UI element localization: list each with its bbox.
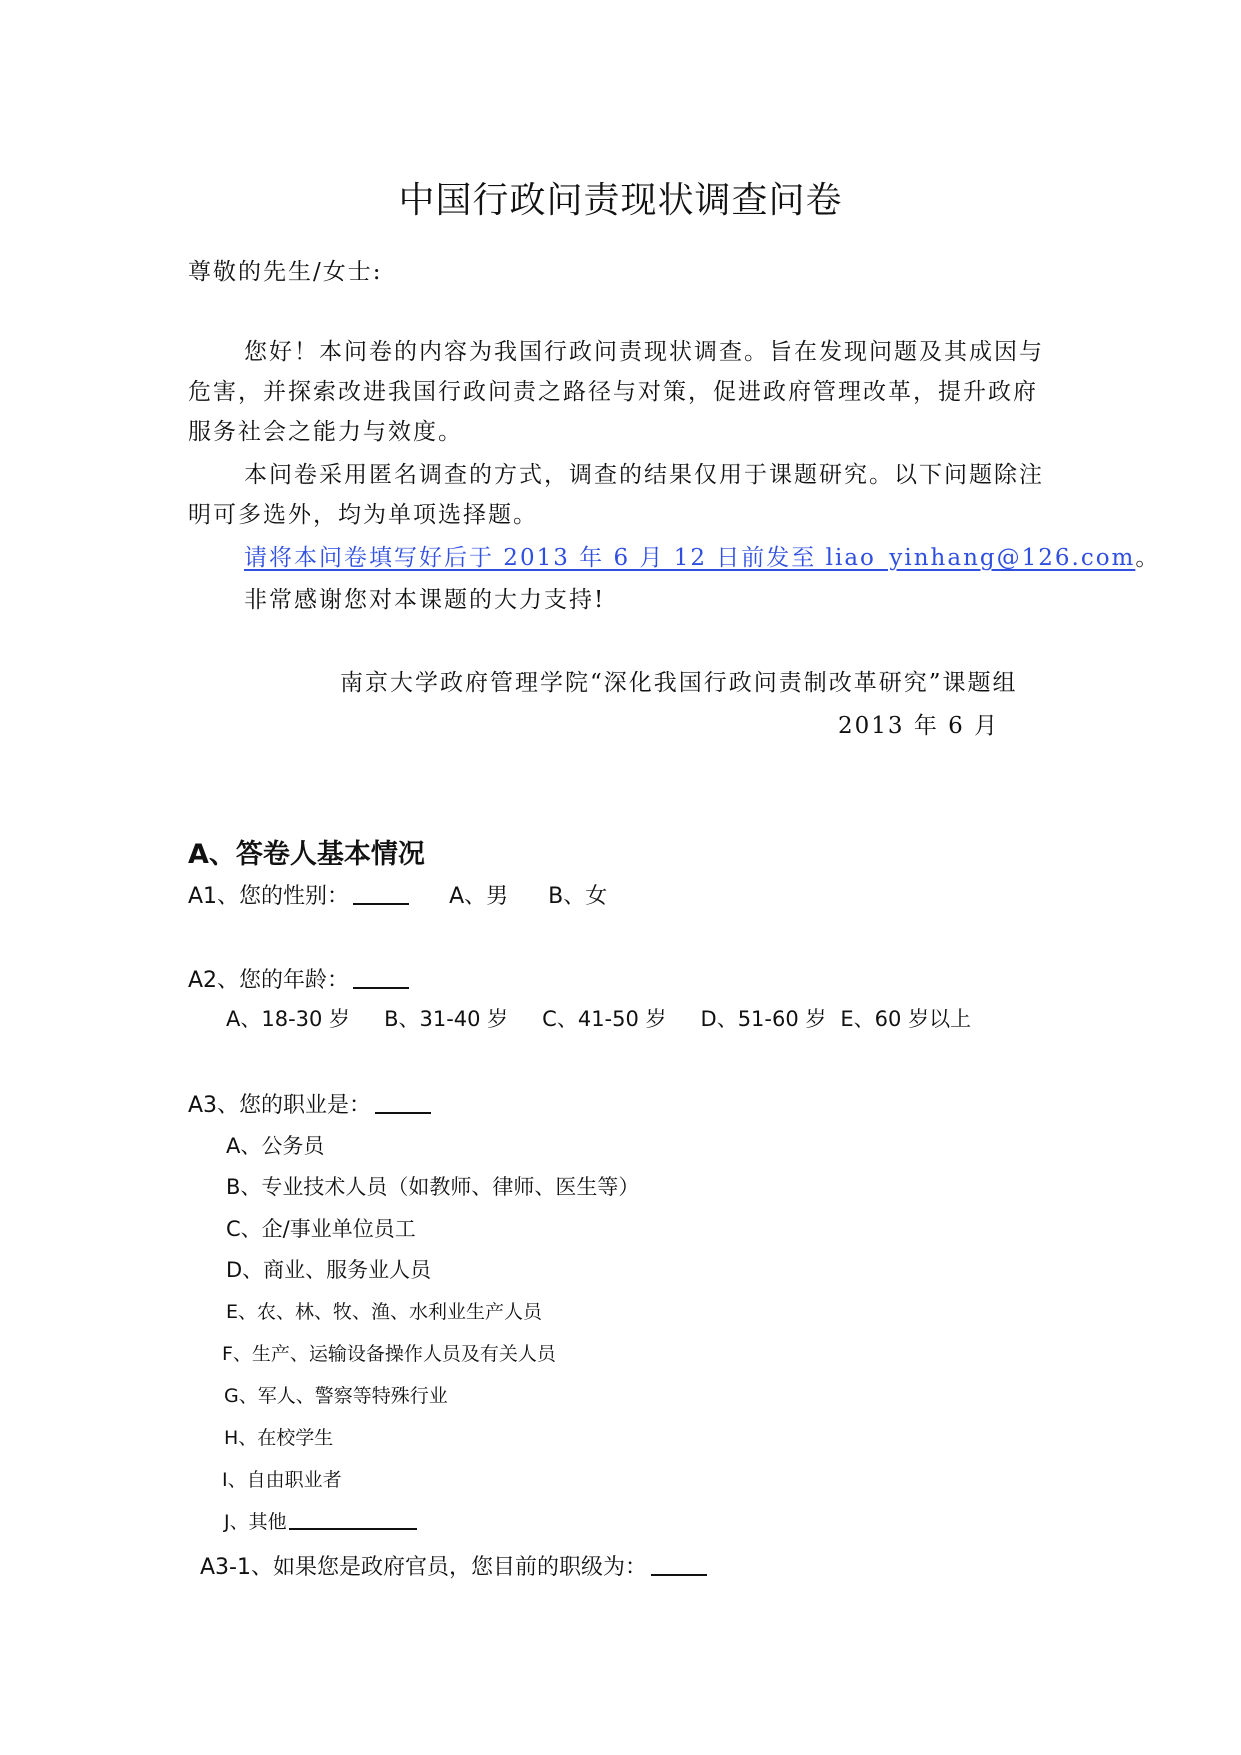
question-a3-1-label: A3-1、如果您是政府官员，您目前的职级为： [200, 1555, 647, 1580]
question-a3 [188, 1088, 431, 1119]
option-a3-g[interactable]: G、军人、警察等特殊行业 [224, 1385, 448, 1407]
answer-blank-a3[interactable] [375, 1092, 431, 1114]
document-title: 中国行政问责现状调查问卷 [398, 180, 843, 221]
intro-paragraph-2: 本问卷采用匿名调查的方式，调查的结果仅用于课题研究。以下问题除注明可多选外，均为单项选择题。 [188, 462, 1044, 528]
submission-instruction-end: 。 [1135, 545, 1161, 571]
option-a3-e[interactable]: E、农、林、牧、渔、水利业生产人员 [226, 1301, 543, 1323]
answer-blank-a1[interactable] [353, 883, 409, 905]
option-a2-c[interactable]: C、41-50 岁 [542, 1007, 667, 1031]
option-a1-male[interactable]: A、男 [449, 884, 509, 909]
option-a2-d[interactable]: D、51-60 岁 [700, 1007, 827, 1031]
option-a3-j [224, 1507, 417, 1534]
question-a3-label: A3、您的职业是： [188, 1093, 372, 1118]
question-a1-label: A1、您的性别： [188, 884, 350, 909]
question-a2-label: A2、您的年龄： [188, 968, 350, 993]
option-a3-h[interactable]: H、在校学生 [224, 1427, 334, 1449]
option-a3-a[interactable]: A、公务员 [226, 1134, 325, 1158]
intro-paragraph-1: 您好！本问卷的内容为我国行政问责现状调查。旨在发现问题及其成因与危害，并探索改进我国行政问责之路径与对策，促进政府管理改革，提升政府服务社会之能力与效度。 [188, 339, 1044, 445]
question-a2 [188, 963, 409, 994]
signature-org: 南京大学政府管理学院“深化我国行政问责制改革研究”课题组 [340, 670, 1018, 696]
answer-blank-a3-1[interactable] [651, 1554, 707, 1576]
submission-email-link[interactable]: 请将本问卷填写好后于 2013 年 6 月 12 日前发至 liao_yinhang@126.com [244, 545, 1136, 571]
thanks-line: 非常感谢您对本课题的大力支持! [244, 587, 606, 613]
options-a2 [226, 1003, 971, 1033]
option-a3-j-label[interactable]: J、其他 [224, 1511, 287, 1533]
question-a3-1 [200, 1550, 707, 1581]
option-a3-d[interactable]: D、商业、服务业人员 [226, 1258, 432, 1282]
answer-blank-a2[interactable] [353, 967, 409, 989]
option-a3-c[interactable]: C、企/事业单位员工 [226, 1217, 416, 1241]
answer-blank-a3-other[interactable] [289, 1508, 417, 1530]
option-a3-i[interactable]: I、自由职业者 [222, 1469, 342, 1491]
option-a3-f[interactable]: F、生产、运输设备操作人员及有关人员 [222, 1343, 556, 1365]
option-a2-e[interactable]: E、60 岁以上 [840, 1007, 972, 1031]
signature-date: 2013 年 6 月 [838, 713, 1000, 739]
option-a3-b[interactable]: B、专业技术人员（如教师、律师、医生等） [226, 1175, 640, 1199]
submission-instruction [244, 538, 1160, 578]
option-a2-b[interactable]: B、31-40 岁 [384, 1007, 509, 1031]
section-a-heading: A、答卷人基本情况 [188, 839, 425, 870]
option-a2-a[interactable]: A、18-30 岁 [226, 1007, 351, 1031]
option-a1-female[interactable]: B、女 [548, 884, 608, 909]
salutation: 尊敬的先生/女士: [188, 259, 383, 285]
question-a1 [188, 879, 607, 910]
